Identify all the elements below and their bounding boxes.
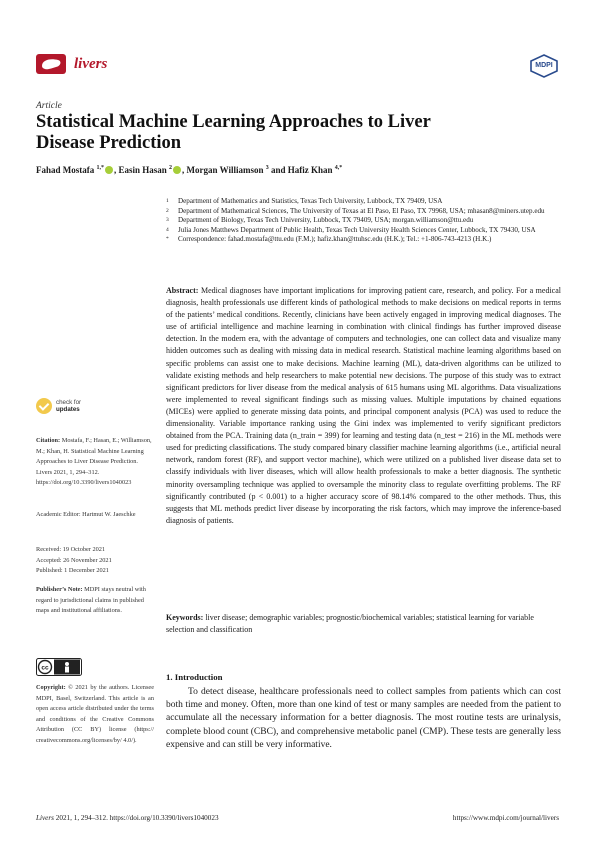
author-affiliation-marker: 1,*: [96, 165, 104, 171]
mdpi-logo-text: MDPI: [535, 62, 553, 69]
check-for-updates-button[interactable]: [36, 398, 81, 414]
author-name[interactable]: Hafiz Khan: [287, 165, 333, 175]
footer-citation-text: 2021, 1, 294–312. https://doi.org/10.3390/livers1040023: [55, 814, 219, 822]
author-affiliation-marker: 3: [265, 165, 269, 171]
affiliations: [166, 197, 561, 245]
journal-logo: [36, 54, 107, 74]
academic-editor: [36, 510, 154, 521]
keywords: [166, 612, 561, 636]
footer-citation: [36, 814, 219, 822]
affiliation-text: Department of Biology, Texas Tech University, Lubbock, TX 79409, USA; morgan.williamson@ttu.edu: [178, 216, 474, 225]
publisher-note-label: Publisher’s Note:: [36, 586, 83, 593]
accepted-date: Accepted: 26 November 2021: [36, 556, 112, 564]
author-name[interactable]: Easin Hasan: [118, 165, 167, 175]
author-name[interactable]: Fahad Mostafa: [36, 165, 95, 175]
citation-block: [36, 436, 154, 489]
affiliation-item: [166, 216, 561, 226]
affiliation-text: Correspondence: fahad.mostafa@ttu.edu (F.M.); hafiz.khan@ttuhsc.edu (H.K.); Tel.: +1-806-743-4213 (H.K.): [178, 235, 492, 244]
footer-journal-url[interactable]: https://www.mdpi.com/journal/livers: [452, 814, 559, 822]
publication-dates: [36, 545, 154, 577]
checkmark-icon: [36, 398, 52, 414]
abstract-text: Medical diagnoses have important implications for improving patient care, research, and policy. For a medical diagnosis, health professionals use different kinds of pathological methods to make decisions on medical reports in terms of the patients’ medical conditions. Recently, clinicians have been actively engaged in improving medical diagnoses. The use of artificial intelligence and machine learning in combination with clinical findings has further improved disease detection. In the modern era, with the advantage of computers and technologies, one can collect data and visualize many hidden outcomes such as dealing with missing data in medical research. Statistical machine learning algorithms based on specific problems can assist one to make decisions. Machine learning (ML), data-driven algorithms can be utilized to validate existing methods and help researchers to make potential new decisions. The purpose of this study was to extract significant predictors for liver disease from the medical analysis of 615 humans using ML algorithms. Data visualizations were implemented to reveal significant findings such as missing values. Multiple imputations by chained equations (MICEs) were applied to generate missing data points, and principal component analysis (PCA) was used to reduce the dimensionality. Variable importance ranking using the Gini index was implemented to verify significant predictors obtained from the PCA. Training data (n_train = 399) for learning and testing data (n_test = 216) in the ML methods were used for predicting classifications. The study compared binary classifier machine learning algorithms (i.e., artificial neural network, random forest (RF), and support vector machine), which were utilized on a published liver disease data set to classify individuals with liver diseases, which will allow health professionals to make a better diagnosis. The synthetic minority oversampling technique was applied to oversample the minority class to regulate overfitting problems. The RF significantly contributed (p < 0.001) to a higher accuracy score of 98.14% compared to the other methods. Thus, this suggests that ML methods predict liver disease by incorporating the risk factors, which may improve the inference-based diagnosis of patients.: [166, 286, 562, 525]
svg-text:cc: cc: [41, 664, 49, 672]
check-updates-line2: updates: [56, 406, 80, 413]
author-affiliation-marker: 2: [169, 165, 173, 171]
orcid-icon[interactable]: [173, 166, 181, 174]
affiliation-number: 1: [166, 198, 169, 204]
author-name[interactable]: Morgan Williamson: [186, 165, 264, 175]
publisher-note: [36, 585, 154, 617]
affiliation-text: Julia Jones Matthews Department of Public Health, Texas Tech University Health Sciences Center, Lubbock, TX 79430, USA: [178, 225, 536, 234]
cc-by-license-icon[interactable]: [36, 658, 82, 676]
affiliation-item: [166, 226, 561, 236]
publisher-note-text: MDPI stays neutral with regard to jurisdictional claims in published maps and institutional affiliations.: [36, 586, 146, 614]
affiliation-number: 3: [166, 217, 169, 224]
check-updates-line1: check for: [56, 399, 82, 406]
affiliation-number: 4: [166, 226, 169, 233]
published-date: Published: 1 December 2021: [36, 567, 109, 574]
abstract-label: Abstract:: [166, 286, 199, 295]
keywords-text: liver disease; demographic variables; prognostic/biochemical variables; statistical learning for variable selection and classification: [166, 613, 534, 634]
received-date: Received: 19 October 2021: [36, 546, 106, 553]
affiliation-item: [166, 235, 561, 245]
abstract: [166, 285, 561, 527]
journal-name: livers: [74, 55, 108, 72]
liver-icon: [36, 54, 66, 74]
affiliation-item: [166, 197, 561, 207]
copyright-text: © 2021 by the authors. Licensee MDPI, Basel, Switzerland. This article is an open access article distributed under the terms and conditions of the Creative Commons Attribution (CC BY) license (https:// creativecommons.org/licenses/by/ 4.0/).: [36, 684, 154, 744]
affiliation-text: Department of Mathematics and Statistics, Texas Tech University, Lubbock, TX 79409, USA: [178, 197, 443, 205]
introduction-text: To detect disease, healthcare professionals need to collect samples from patients which can cost both time and money. Often, more than one kind of test or many samples are needed from the patient to accumulate all the necessary information for a better diagnosis. The most routine tests are urinalysis, complete blood count (CBC), and comprehensive metabolic panel (CMP). These tests are generally less expensive and can still be very informative.: [166, 687, 561, 750]
article-type: Article: [36, 101, 62, 111]
citation-label: Citation:: [36, 437, 61, 444]
affiliation-number: *: [166, 236, 169, 243]
footer-journal: Livers: [36, 814, 54, 822]
copyright-notice: [36, 683, 154, 746]
affiliation-text: Department of Mathematical Sciences, The University of Texas at El Paso, El Paso, TX 79968, USA; mhasan8@miners.utep.edu: [178, 206, 545, 215]
author-separator: ,: [114, 165, 119, 175]
section-heading: 1. Introduction: [166, 672, 223, 682]
author-affiliation-marker: 4,*: [334, 165, 343, 171]
orcid-icon[interactable]: [105, 166, 113, 174]
author-separator: ,: [182, 165, 187, 175]
editor-label: Academic Editor:: [36, 511, 81, 518]
keywords-label: Keywords:: [166, 613, 204, 622]
copyright-label: Copyright:: [36, 684, 66, 691]
author-list: [36, 165, 342, 175]
author-separator: and: [268, 165, 288, 175]
editor-name: Hartmut W. Jaeschke: [82, 511, 136, 518]
affiliation-item: [166, 207, 561, 217]
article-title: Statistical Machine Learning Approaches to Liver Disease Prediction: [36, 112, 431, 153]
citation-text: Mostafa, F.; Hasan, E.; Williamson, M.; Khan, H. Statistical Machine Learning Approaches to Liver Disease Prediction. Livers 2021, 1, 294–312. https://doi.org/10.3390/livers1040023: [36, 437, 152, 486]
affiliation-number: 2: [166, 207, 169, 214]
